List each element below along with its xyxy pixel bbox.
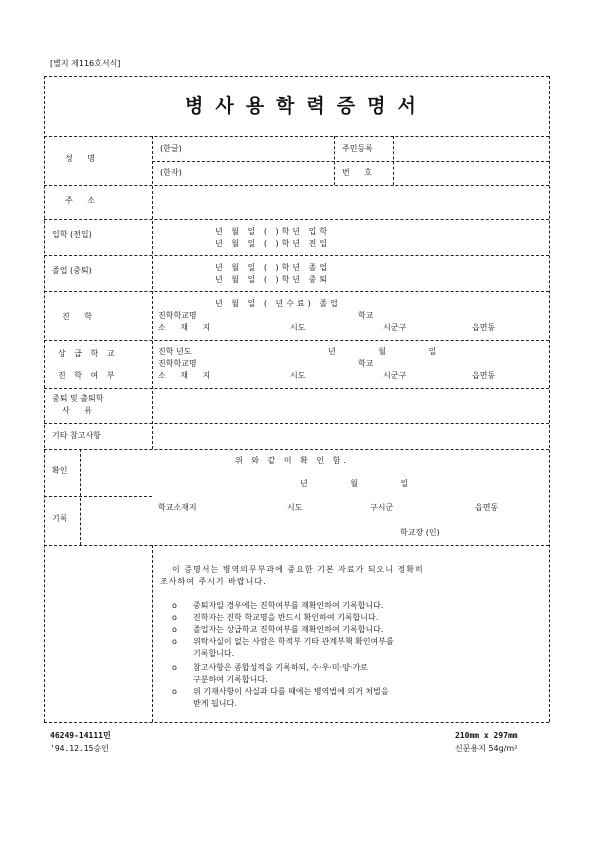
note-bullet: o [172,625,177,634]
footer-form-code: 46249-14111민 [50,731,111,740]
entrance-loc-sigungu: 시군구 [383,323,407,332]
divider [44,291,549,292]
border-bottom [44,722,549,723]
note-line-cont: 기록합니다. [193,649,235,658]
upper-loc-sigungu: 시군구 [383,371,407,380]
note-line: 진학자는 진학 학교명을 반드시 확인하여 기록합니다. [193,613,379,622]
graduation-row-2: 년 월 일 ( )학년 중퇴 [215,275,331,284]
name-hanja-label: (한자) [160,168,182,177]
school-loc-sigungu: 구시군 [370,503,394,512]
school-loc-eup: 읍면동 [475,503,499,512]
page-title: 병사용학력증명서 [185,95,428,117]
divider [44,136,549,137]
upper-school-label: 상 급 학 교 [58,349,118,358]
divider [152,161,549,162]
confirm-date: 년 월 일 [300,479,409,488]
entrance-loc-sido: 시도 [290,323,306,332]
resident-divider [334,136,335,185]
graduation-row-1: 년 월 일 ( )학년 졸업 [215,263,331,272]
resident-number-label: 주민등록 [342,144,373,153]
border-left [44,76,45,722]
resident-divider [393,136,394,185]
admission-row-1: 년 월 일 ( )학년 입학 [215,227,331,236]
upper-school-suffix: 학교 [358,359,374,368]
divider [44,185,549,186]
admission-row-2: 년 월 일 ( )학년 전입 [215,239,331,248]
note-bullet: o [172,637,177,646]
divider [44,545,549,546]
note-bullet: o [172,687,177,696]
note-bullet: o [172,613,177,622]
notice-intro-2: 조사하여 주시기 바랍니다. [160,577,267,586]
note-line: 중퇴자일 경우에는 진학여부를 재확인하여 기록합니다. [193,601,384,610]
footer-paper-size: 210mm x 297mm [455,731,518,740]
resident-number-label-2: 번 호 [342,168,378,177]
note-bullet: o [172,663,177,672]
entrance-school-label: 진학학교명 [158,311,197,320]
school-location-label: 학교소재지 [158,503,197,512]
admission-label: 입학 (전입) [52,230,92,239]
upper-loc-eup: 읍면동 [472,371,496,380]
address-label: 주 소 [65,196,101,205]
notice-intro-1: 이 증명서는 병역의무부과에 중요한 기본 자료가 되오니 정확히 [172,565,424,574]
border-top [44,76,549,77]
school-loc-sido: 시도 [287,503,303,512]
entrance-school-suffix: 학교 [358,311,374,320]
confirm-label-divider [80,449,81,545]
divider [44,423,549,424]
confirm-label: 확인 [52,466,68,475]
name-label: 성 명 [65,154,101,163]
footer-paper-type: 신문용지 54g/m² [455,744,518,753]
divider [44,255,549,256]
note-bullet: o [172,601,177,610]
label-column-divider [152,136,153,449]
entrance-label: 진 학 [62,312,98,321]
divider [44,496,152,497]
upper-date: 년 월 일 [328,347,437,356]
confirm-text: 위 와 같 이 확 인 함. [235,456,349,465]
divider [44,340,549,341]
remarks-label: 기타 참고사항 [52,431,101,440]
entrance-loc-eup: 읍면동 [472,323,496,332]
note-line: 위 기재사항이 사실과 다를 때에는 병역법에 의거 처벌을 [193,687,389,696]
note-line: 졸업자는 상급학교 진학여부를 재확인하여 기록합니다. [193,625,384,634]
name-korean-label: (한글) [160,144,182,153]
note-line: 위탁사실이 없는 사람은 학적부 기타 관계부책 확인여부를 [193,637,394,646]
upper-entrance-year: 진학 년도 [158,347,192,356]
upper-loc-sido: 시도 [290,371,306,380]
entrance-row-1: 년 월 일 ( 년수료) 졸업 [215,299,341,308]
divider [44,449,549,450]
entrance-location-label: 소 재 지 [158,323,217,332]
upper-school-name: 진학학교명 [158,359,197,368]
label-column-divider [152,545,153,722]
divider [44,219,549,220]
principal-seal: 학교장 (인) [400,528,440,537]
dropout-label: 중퇴 및 출퇴학 [52,394,104,403]
border-right [549,76,550,722]
issuer-label: 기록 [52,514,68,523]
upper-location-label: 소 재 지 [158,371,217,380]
note-line: 참고사항은 종합성적을 기록하되, 수·우·미·양·가로 [193,663,368,672]
form-number: [별지 제116호서식] [50,59,121,68]
note-line-cont: 받게 됩니다. [193,699,237,708]
note-line-cont: 구분하여 기록합니다. [193,675,268,684]
dropout-label-2: 사 유 [62,406,98,415]
graduation-label: 졸업 (중퇴) [52,266,92,275]
divider [44,388,549,389]
upper-status-label: 진 학 여 부 [58,371,118,380]
footer-approval: '94.12.15승인 [50,744,109,753]
